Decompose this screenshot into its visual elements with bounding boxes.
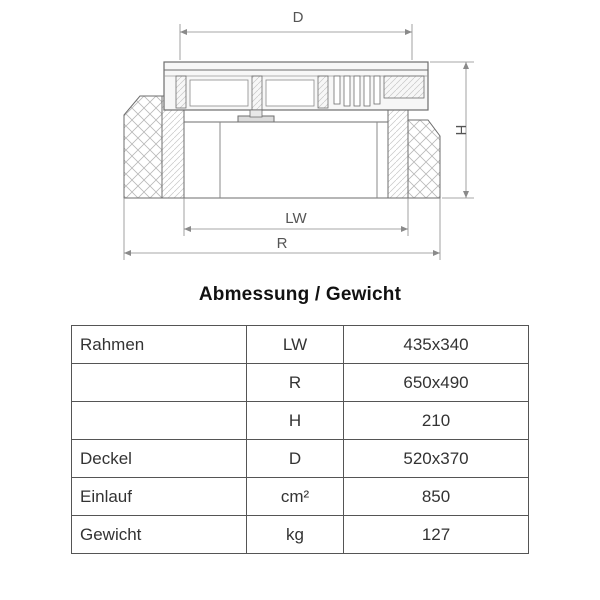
row-label — [72, 402, 247, 440]
row-value: 210 — [344, 402, 529, 440]
dimension-lw — [184, 198, 408, 236]
label-h: H — [452, 124, 469, 136]
table-row — [72, 440, 529, 478]
row-symbol: H — [247, 402, 344, 440]
left-bedding — [124, 96, 162, 198]
row-symbol: D — [247, 440, 344, 478]
dimension-d — [180, 9, 412, 60]
frame-left-wall — [162, 96, 184, 198]
table-row — [72, 516, 529, 554]
label-d: D — [292, 9, 304, 26]
cross-section-drawing — [0, 0, 600, 270]
row-label: Gewicht — [72, 516, 247, 554]
row-label: Rahmen — [72, 326, 247, 364]
row-symbol: kg — [247, 516, 344, 554]
row-value: 650x490 — [344, 364, 529, 402]
row-value: 127 — [344, 516, 529, 554]
label-r: R — [276, 235, 288, 252]
label-lw: LW — [285, 210, 307, 227]
table-row — [72, 478, 529, 516]
table-row — [72, 402, 529, 440]
row-value: 435x340 — [344, 326, 529, 364]
row-value: 850 — [344, 478, 529, 516]
inner-channel — [184, 122, 388, 198]
section-title: Abmessung / Gewicht — [198, 284, 402, 305]
right-bedding — [408, 120, 440, 198]
table-row — [72, 364, 529, 402]
row-symbol: R — [247, 364, 344, 402]
row-symbol: LW — [247, 326, 344, 364]
spec-table — [71, 325, 529, 554]
row-symbol: cm² — [247, 478, 344, 516]
row-label: Einlauf — [72, 478, 247, 516]
row-value: 520x370 — [344, 440, 529, 478]
row-label: Deckel — [72, 440, 247, 478]
row-label — [72, 364, 247, 402]
table-row — [72, 326, 529, 364]
frame-right-wall — [388, 108, 408, 198]
